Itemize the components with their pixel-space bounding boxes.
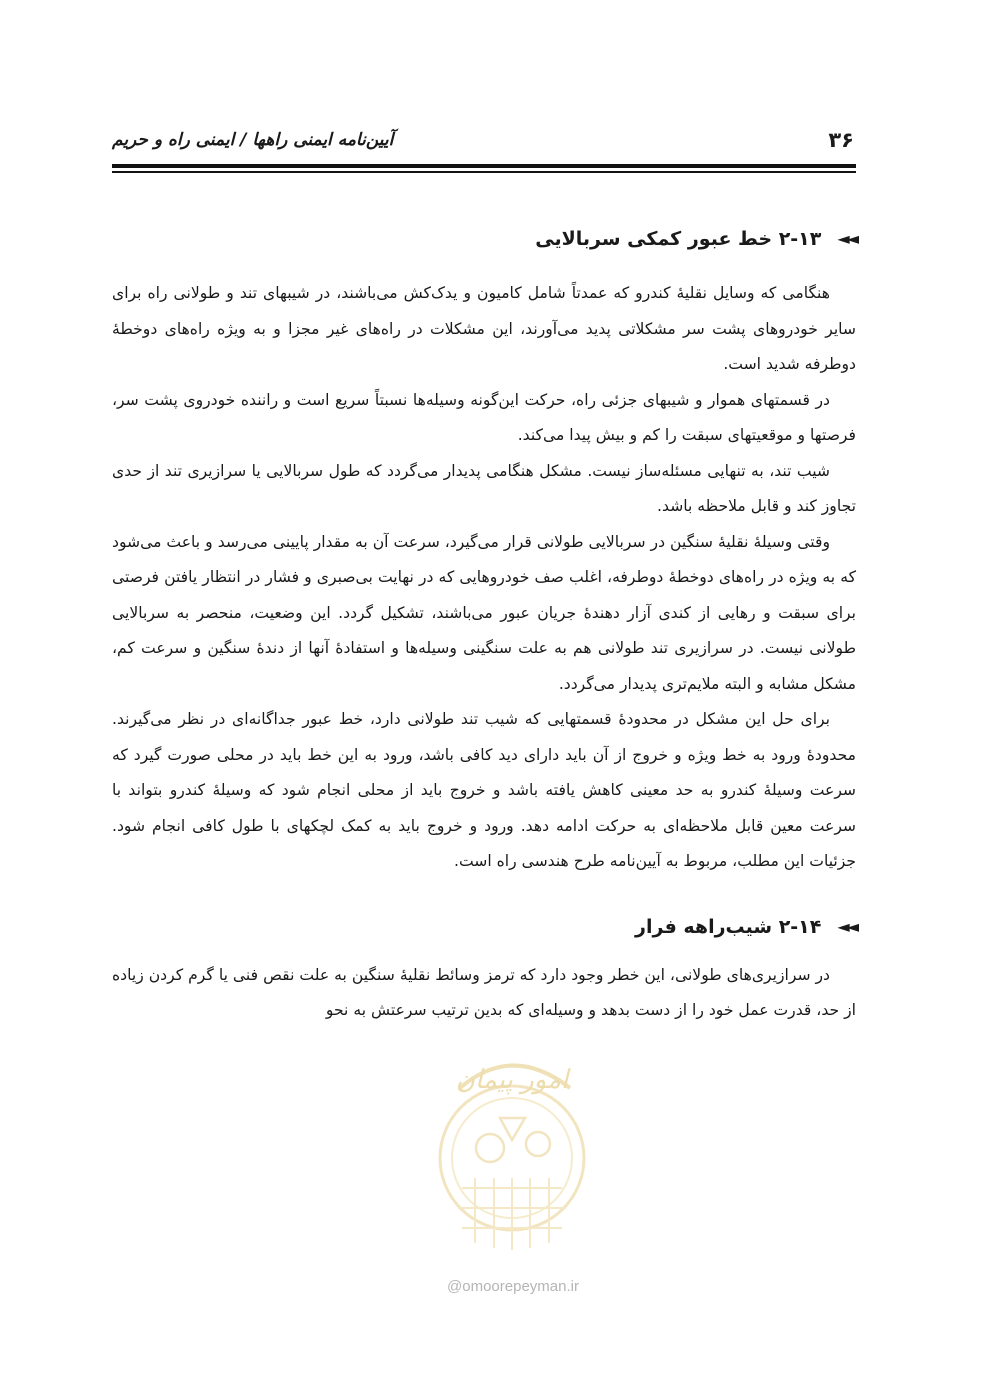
paragraph: وقتی وسیلهٔ نقلیهٔ سنگین در سربالایی طولانی قرار می‌گیرد، سرعت آن به مقدار پایینی می‌رسد و باعث می‌شود که به ویژه در راه‌های دوخطهٔ دوطرفه، اغلب صف خودروهایی که در نهایت بی‌صبری و فشار در انتظار یافتن فرصتی برای سبقت و رهایی از کندی آزار دهندهٔ جریان عبور می‌باشند، تشکیل گردد. این وضعیت، منحصر به سربالایی طولانی نیست. در سرازیری تند طولانی هم به علت سنگینی وسیله‌ها و استفادهٔ آنها از دندهٔ سنگین و سرعت کم، مشکل مشابه و البته ملایم‌تری پدیدار می‌گردد. <box>112 532 856 693</box>
section-body-2-13 <box>112 276 856 880</box>
paragraph: در قسمتهای هموار و شیبهای جزئی راه، حرکت این‌گونه وسیله‌ها نسبتاً سریع است و راننده خودروی پشت سر، فرصتها و موقعیتهای سبقت را کم و بیش پیدا می‌کند. <box>112 390 856 444</box>
watermark-logo-text: امور پیمان <box>455 1065 569 1095</box>
header-rule-thin <box>112 171 856 173</box>
paragraph: شیب تند، به تنهایی مسئله‌ساز نیست. مشکل هنگامی پدیدار می‌گردد که طول سربالایی یا سرازیری تند از حدی تجاوز کند و قابل ملاحظه باشد. <box>112 461 856 515</box>
section-heading-2-13 <box>112 222 856 256</box>
double-arrow-icon: ◄◄ <box>837 229 856 248</box>
page-content <box>112 222 856 1029</box>
page-header <box>112 128 856 154</box>
watermark-url: @omoorepeyman.ir <box>447 1278 579 1295</box>
header-rule-thick <box>112 164 856 168</box>
paragraph: هنگامی که وسایل نقلیهٔ کندرو که عمدتاً شامل کامیون و یدک‌کش می‌باشند، در شیبهای تند و طولانی راه برای سایر خودروهای پشت سر مشکلاتی پدید می‌آورند، این مشکلات در راه‌های غیر مجزا و به ویژه راه‌های دوخطهٔ دوطرفه شدید است. <box>112 284 856 373</box>
paragraph: در سرازیری‌های طولانی، این خطر وجود دارد که ترمز وسائط نقلیهٔ سنگین به علت نقص فنی یا گرم کردن زیاده از حد، قدرت عمل خود را از دست بدهد و وسیله‌ای که بدین ترتیب سرعتش به نحو <box>112 965 856 1019</box>
paragraph: برای حل این مشکل در محدودهٔ قسمتهایی که شیب تند طولانی دارد، خط عبور جداگانه‌ای در نظر می‌گیرند. محدودهٔ ورود به خط ویژه و خروج از آن باید دارای دید کافی باشد، ورود به این خط باید در محلی صورت گیرد که سرعت وسیلهٔ کندرو به حد معینی کاهش یافته باشد و خروج باید از محلی انجام شود که وسیلهٔ کندرو بتواند با سرعت معین قابل ملاحظه‌ای به حرکت ادامه دهد. ورود و خروج باید به کمک لچکهای با طول کافی انجام شود. جزئیات این مطلب، مربوط به آیین‌نامه طرح هندسی راه است. <box>112 710 856 870</box>
section-heading-text: ۲-۱۳ خط عبور کمکی سربالایی <box>535 228 822 250</box>
page-number: ۳۶ <box>828 128 854 152</box>
watermark-logo-icon <box>430 1048 595 1308</box>
section-heading-2-14 <box>112 910 856 944</box>
section-body-2-14 <box>112 958 856 1029</box>
running-title: آیین‌نامه ایمنی راهها / ایمنی راه و حریم <box>112 130 394 150</box>
double-arrow-icon: ◄◄ <box>837 916 856 936</box>
section-heading-text: ۲-۱۴ شیب‌راهه فرار <box>635 915 822 938</box>
